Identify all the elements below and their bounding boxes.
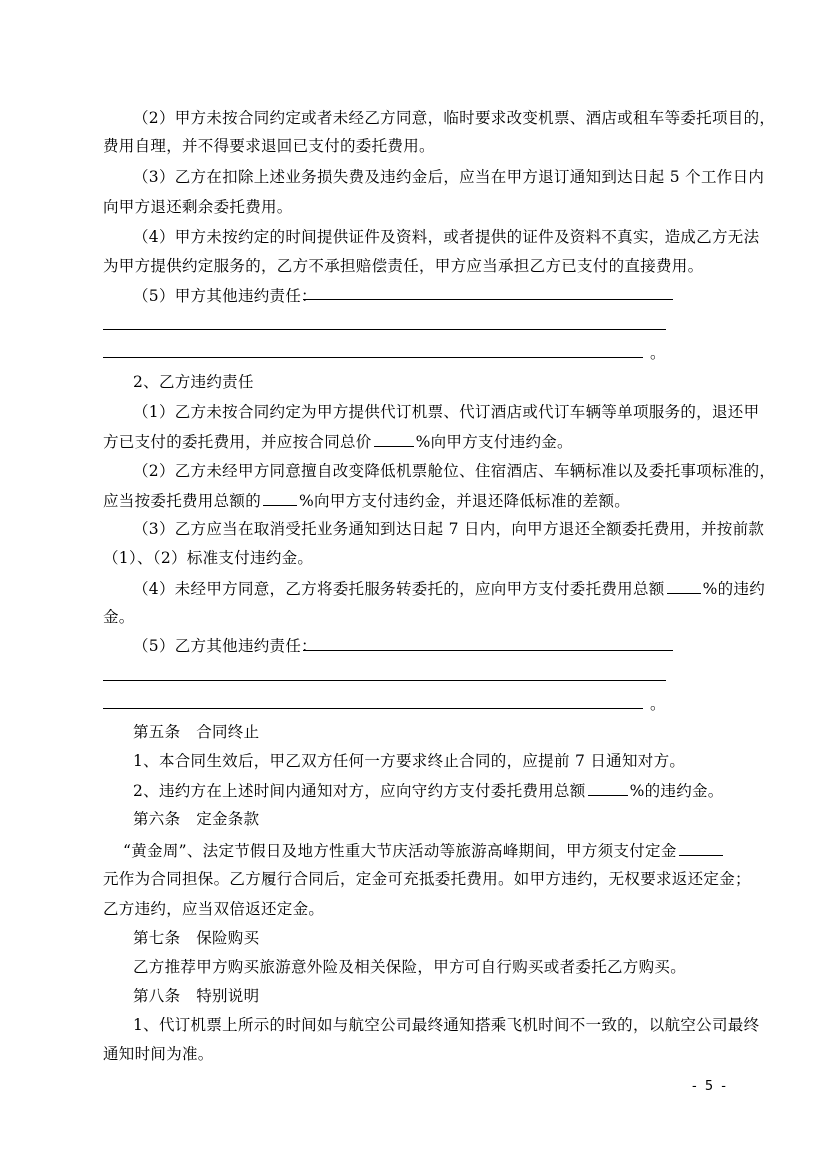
period-mark: 。	[650, 344, 666, 362]
paragraph-line: （4）甲方未按约定的时间提供证件及资料，或者提供的证件及资料不真实，造成乙方无法	[133, 228, 760, 246]
paragraph-line: 元作为合同担保。乙方履行合同后，定金可充抵委托费用。如甲方违约，无权要求返还定金；	[103, 870, 751, 888]
section-heading: 2、乙方违约责任	[133, 373, 254, 391]
fill-in-line	[103, 329, 666, 330]
paragraph-line	[103, 840, 725, 861]
fill-in-line	[103, 680, 666, 681]
article-heading: 第八条 特别说明	[133, 987, 260, 1005]
text-segment: 方已支付的委托费用，并应按合同总价	[103, 433, 372, 451]
fill-in-blank	[667, 578, 701, 594]
text-segment: %的违约金。	[629, 782, 724, 800]
text-segment: 2、违约方在上述时间内通知对方，应向守约方支付委托费用总额	[133, 782, 586, 800]
text-segment: %的违约	[702, 580, 766, 598]
paragraph-line: 金。	[103, 608, 135, 626]
paragraph-line	[103, 490, 725, 511]
paragraph-line: 为甲方提供约定服务的，乙方不承担赔偿责任，甲方应当承担乙方已支付的直接费用。	[103, 257, 704, 275]
page-number: - 5 -	[692, 1079, 728, 1094]
fill-in-line	[103, 357, 643, 358]
fill-in-blank	[263, 490, 297, 506]
paragraph-line: 乙方违约，应当双倍返还定金。	[103, 900, 325, 918]
article-heading: 第五条 合同终止	[133, 723, 260, 741]
paragraph-line: 乙方推荐甲方购买旅游意外险及相关保险，甲方可自行购买或者委托乙方购买。	[133, 958, 687, 976]
paragraph-line: （5）乙方其他违约责任：	[133, 637, 317, 655]
text-segment: （4）未经甲方同意，乙方将委托服务转委托的，应向甲方支付委托费用总额	[133, 580, 665, 598]
paragraph-line: （3）乙方应当在取消受托业务通知到达日起 7 日内，向甲方退还全额委托费用，并按前款	[133, 520, 765, 538]
paragraph-line	[133, 578, 766, 599]
text-segment: 应当按委托费用总额的	[103, 492, 262, 510]
paragraph-line: （1）、（2）标准支付违约金。	[103, 549, 314, 567]
article-heading: 第六条 定金条款	[133, 810, 260, 828]
paragraph-line: 费用自理，并不得要求退回已支付的委托费用。	[103, 137, 435, 155]
article-heading: 第七条 保险购买	[133, 929, 260, 947]
paragraph-line: 1、本合同生效后，甲乙双方任何一方要求终止合同的，应提前 7 日通知对方。	[133, 752, 686, 770]
paragraph-line: 1、代订机票上所示的时间如与航空公司最终通知搭乘飞机时间不一致的，以航空公司最终	[133, 1016, 760, 1034]
fill-in-blank	[679, 840, 723, 856]
fill-in-line	[303, 650, 673, 651]
fill-in-line	[103, 708, 643, 709]
fill-in-blank	[374, 431, 414, 447]
paragraph-line: （2）甲方未按合同约定或者未经乙方同意，临时要求改变机票、酒店或租车等委托项目的，	[133, 109, 776, 127]
paragraph-line: （3）乙方在扣除上述业务损失费及违约金后，应当在甲方退订通知到达日起 5 个工作日内	[133, 168, 765, 186]
fill-in-blank	[588, 780, 628, 796]
text-segment: “黄金周”、法定节假日及地方性重大节庆活动等旅游高峰期间，甲方须支付定金	[123, 842, 677, 860]
paragraph-line: （2）乙方未经甲方同意擅自改变降低机票舱位、住宿酒店、车辆标准以及委托事项标准的，	[133, 462, 776, 480]
paragraph-line: 通知时间为准。	[103, 1045, 214, 1063]
paragraph-line: （5）甲方其他违约责任：	[133, 287, 317, 305]
text-segment: %向甲方支付违约金，并退还降低标准的差额。	[299, 492, 631, 510]
paragraph-line: 向甲方退还剩余委托费用。	[103, 198, 293, 216]
period-mark: 。	[650, 695, 666, 713]
paragraph-line: （1）乙方未按合同约定为甲方提供代订机票、代订酒店或代订车辆等单项服务的，退还甲	[133, 403, 760, 421]
paragraph-line	[133, 780, 755, 801]
text-segment: %向甲方支付违约金。	[415, 433, 573, 451]
fill-in-line	[303, 299, 673, 300]
paragraph-line	[103, 431, 725, 452]
